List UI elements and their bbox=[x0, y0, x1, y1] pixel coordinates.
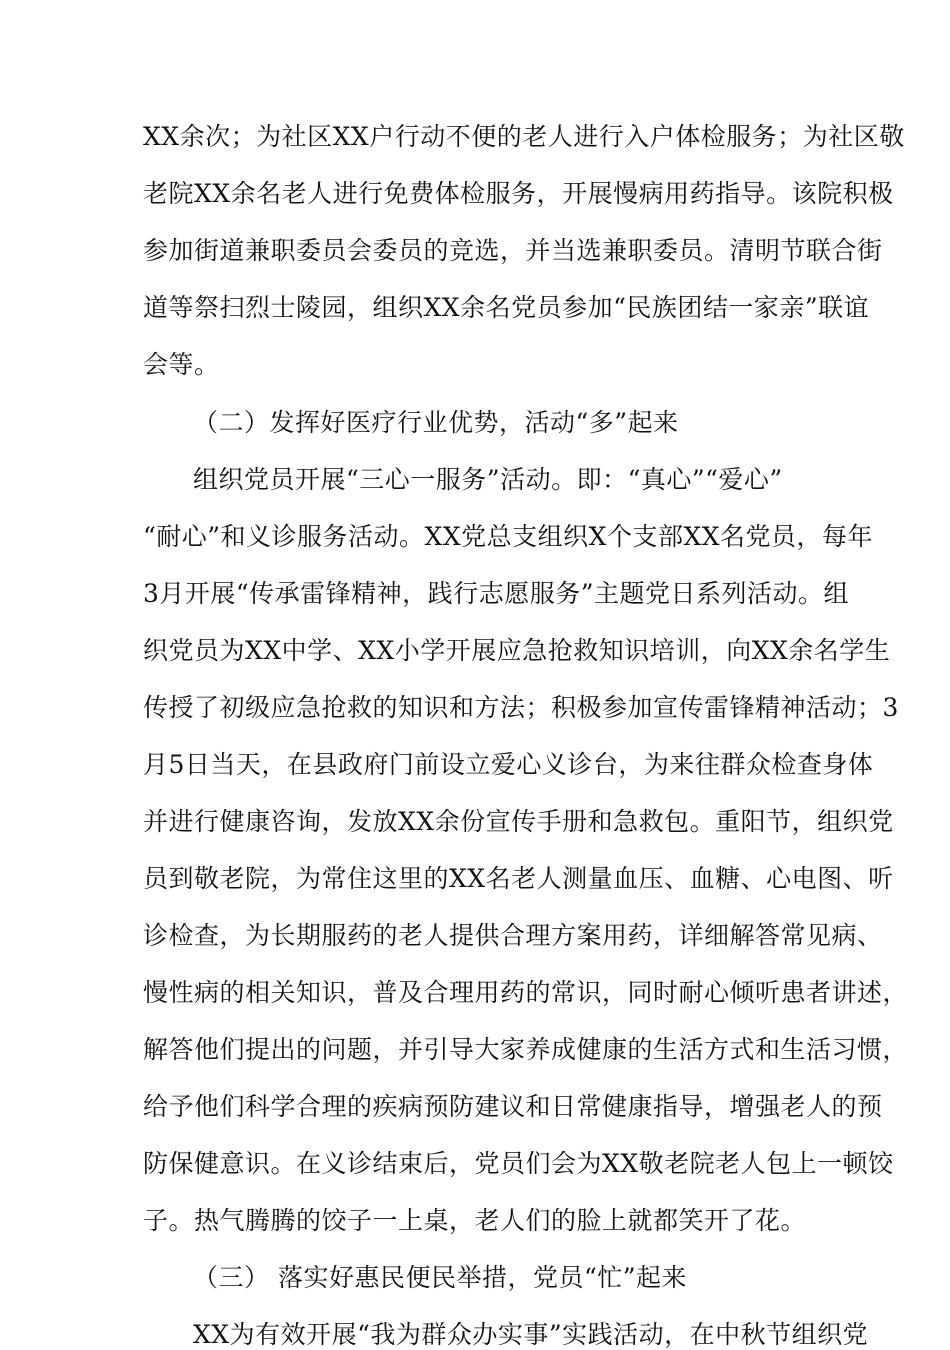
paragraph-line: 老院XX余名老人进行免费体检服务，开展慢病用药指导。该院积极 bbox=[143, 179, 894, 208]
paragraph-line: 给予他们科学合理的疾病预防建议和日常健康指导，增强老人的预 bbox=[143, 1092, 883, 1121]
section-heading-3: （三） 落实好惠民便民举措，党员“忙”起来 bbox=[193, 1263, 688, 1292]
paragraph-line: 月5日当天，在县政府门前设立爱心义诊台，为来往群众检查身体 bbox=[143, 750, 874, 779]
paragraph-line: 会等。 bbox=[143, 350, 220, 379]
paragraph-line: 子。热气腾腾的饺子一上桌，老人们的脸上就都笑开了花。 bbox=[143, 1206, 807, 1235]
paragraph-line: 解答他们提出的问题，并引导大家养成健康的生活方式和生活习惯， bbox=[143, 1035, 909, 1064]
section-heading-2: （二）发挥好医疗行业优势，活动“多”起来 bbox=[193, 408, 679, 437]
paragraph-line: 织党员为XX中学、XX小学开展应急抢救知识培训，向XX余名学生 bbox=[143, 636, 891, 665]
paragraph-line: 传授了初级应急抢救的知识和方法；积极参加宣传雷锋精神活动；3 bbox=[143, 693, 899, 722]
paragraph-line: 道等祭扫烈士陵园，组织XX余名党员参加“民族团结一家亲”联谊 bbox=[143, 293, 870, 322]
paragraph-line: 参加街道兼职委员会委员的竞选，并当选兼职委员。清明节联合街 bbox=[143, 236, 883, 265]
paragraph-line: XX为有效开展“我为群众办实事”实践活动，在中秋节组织党 bbox=[193, 1320, 869, 1349]
paragraph-line: 3月开展“传承雷锋精神，践行志愿服务”主题党日系列活动。组 bbox=[143, 579, 849, 608]
paragraph-line: 员到敬老院，为常住这里的XX名老人测量血压、血糖、心电图、听 bbox=[143, 864, 894, 893]
paragraph-line: 组织党员开展“三心一服务”活动。即：“真心”“爱心” bbox=[193, 465, 783, 494]
paragraph-line: 诊检查，为长期服药的老人提供合理方案用药，详细解答常见病、 bbox=[143, 921, 883, 950]
paragraph-line: XX余次；为社区XX户行动不便的老人进行入户体检服务；为社区敬 bbox=[143, 122, 905, 151]
paragraph-line: “耐心”和义诊服务活动。XX党总支组织X个支部XX名党员，每年 bbox=[143, 522, 874, 551]
paragraph-line: 慢性病的相关知识，普及合理用药的常识，同时耐心倾听患者讲述， bbox=[143, 978, 909, 1007]
paragraph-line: 防保健意识。在义诊结束后，党员们会为XX敬老院老人包上一顿饺 bbox=[143, 1149, 894, 1178]
paragraph-line: 并进行健康咨询，发放XX余份宣传手册和急救包。重阳节，组织党 bbox=[143, 807, 894, 836]
